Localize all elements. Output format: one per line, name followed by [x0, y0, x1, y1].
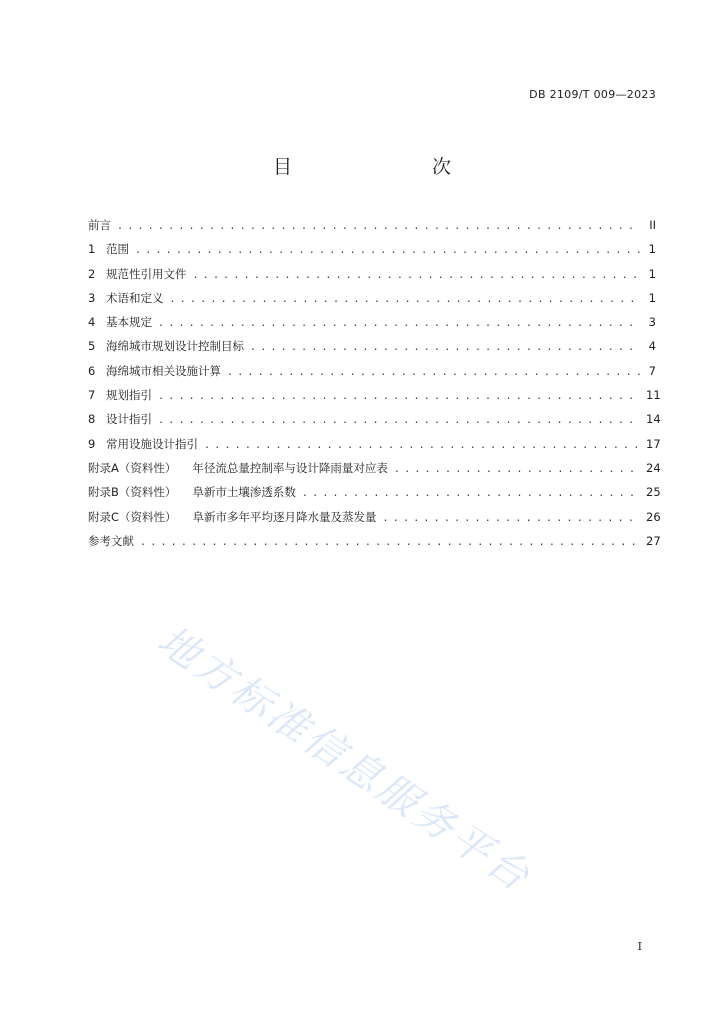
toc-entry-number: 1 — [88, 242, 96, 257]
toc-entry[interactable] — [88, 338, 656, 362]
toc-entry-number: 6 — [88, 363, 96, 378]
toc-entry-label — [88, 460, 388, 476]
toc-entry[interactable] — [88, 217, 656, 241]
toc-leader-dots — [383, 513, 640, 524]
appendix-title: 阜新市土壤渗透系数 — [192, 485, 296, 500]
toc-entry-number: 4 — [88, 315, 96, 330]
toc-entry[interactable] — [88, 241, 656, 265]
toc-entry-number: 7 — [88, 388, 96, 403]
toc-leader-dots — [170, 294, 641, 305]
toc-entry-page: 14 — [646, 412, 661, 427]
toc-entry-page: 26 — [646, 509, 661, 524]
appendix-title: 年径流总量控制率与设计降雨量对应表 — [192, 460, 388, 475]
toc-leader-dots — [227, 367, 640, 378]
toc-entry-number: 9 — [88, 436, 96, 451]
toc-entry-page: 27 — [646, 533, 661, 548]
toc-entry[interactable] — [88, 533, 661, 557]
toc-entry[interactable] — [88, 266, 656, 290]
toc-entry-page: 1 — [648, 242, 656, 257]
toc-leader-dots — [394, 464, 640, 475]
toc-leader-dots — [135, 245, 640, 256]
toc-entry-page: 3 — [648, 315, 656, 330]
toc-entry-label: 范围 — [106, 242, 129, 257]
toc-entry-page: 1 — [648, 266, 656, 281]
toc-leader-dots — [158, 415, 640, 426]
toc-entry[interactable] — [88, 387, 661, 411]
toc-entry[interactable] — [88, 314, 656, 338]
toc-entry[interactable] — [88, 290, 656, 314]
watermark: 地方标准信息服务平台 — [149, 617, 540, 902]
table-of-contents — [88, 217, 661, 557]
toc-leader-dots — [204, 440, 640, 451]
toc-entry-page: II — [649, 218, 656, 232]
toc-entry-label — [88, 484, 296, 500]
toc-entry-page: 24 — [646, 460, 661, 475]
toc-leader-dots — [302, 488, 640, 499]
toc-entry[interactable] — [88, 509, 661, 533]
toc-entry-page: 17 — [646, 436, 661, 451]
toc-entry-page: 1 — [648, 290, 656, 305]
toc-leader-dots — [117, 221, 640, 232]
toc-entry-label: 术语和定义 — [106, 290, 164, 305]
appendix-title: 阜新市多年平均逐月降水量及蒸发量 — [192, 509, 377, 524]
toc-entry[interactable] — [88, 363, 656, 387]
toc-entry-label: 海绵城市相关设施计算 — [106, 363, 221, 378]
toc-entry[interactable] — [88, 460, 661, 484]
toc-entry-label: 基本规定 — [106, 315, 152, 330]
toc-entry-label: 海绵城市规划设计控制目标 — [106, 339, 244, 354]
toc-entry[interactable] — [88, 436, 661, 460]
toc-entry-label: 常用设施设计指引 — [106, 436, 198, 451]
toc-leader-dots — [140, 537, 640, 548]
appendix-label: 附录C（资料性） — [88, 509, 177, 524]
toc-entry-page: 7 — [648, 363, 656, 378]
toc-entry-label: 参考文献 — [88, 533, 134, 548]
toc-entry-page: 11 — [646, 388, 661, 403]
page-number: I — [637, 940, 642, 953]
toc-entry-number: 3 — [88, 290, 96, 305]
appendix-label: 附录A（资料性） — [88, 460, 177, 475]
toc-entry-number: 5 — [88, 339, 96, 354]
toc-entry-number: 2 — [88, 266, 96, 281]
document-code: DB 2109/T 009—2023 — [529, 88, 656, 101]
toc-entry[interactable] — [88, 411, 661, 435]
toc-entry-label: 设计指引 — [106, 412, 152, 427]
toc-leader-dots — [193, 270, 641, 281]
toc-entry-label: 规范性引用文件 — [106, 266, 187, 281]
toc-entry-label: 前言 — [88, 218, 111, 232]
appendix-label: 附录B（资料性） — [88, 485, 177, 500]
toc-entry-label — [88, 509, 377, 525]
toc-entry-label: 规划指引 — [106, 388, 152, 403]
toc-entry-number: 8 — [88, 412, 96, 427]
toc-title: 目 次 — [272, 156, 485, 178]
toc-entry-page: 4 — [648, 339, 656, 354]
toc-entry[interactable] — [88, 484, 661, 508]
toc-leader-dots — [158, 391, 640, 402]
toc-leader-dots — [158, 318, 640, 329]
toc-entry-page: 25 — [646, 485, 661, 500]
toc-leader-dots — [250, 342, 640, 353]
